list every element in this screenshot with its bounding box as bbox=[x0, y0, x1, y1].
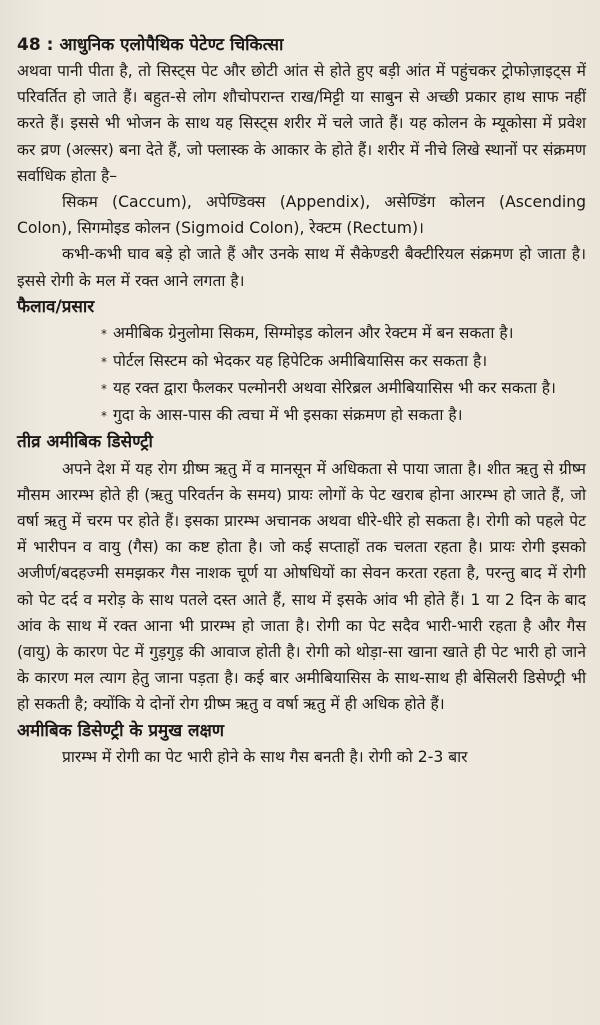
paragraph: अथवा पानी पीता है, तो सिस्ट्स पेट और छोटी आंत से होते हुए बड़ी आंत में पहुंचकर ट्रोफोज़ाइट्स में परिवर्तित हो जाते हैं। बहुत-से लोग शौचोपरान्त राख/मिट्टी या साबुन से अच्छी प्रकार हाथ साफ नहीं करते हैं। इससे भी भोजन के साथ यह सिस्ट्स शरीर में चले जाते हैं। यह कोलन के म्यूकोसा में प्रवेश कर व्रण (अल्सर) बना देते हैं, जो फ्लास्क के आकार के होते हैं। शरीर में नीचे लिखे स्थानों पर संक्रमण सर्वाधिक होता है– bbox=[17, 62, 586, 185]
bullet-item bbox=[17, 375, 586, 402]
bullet-text: पोर्टल सिस्टम को भेदकर यह हिपेटिक अमीबियासिस कर सकता है। bbox=[113, 351, 488, 370]
section-heading: तीव्र अमीबिक डिसेण्ट्री bbox=[17, 432, 153, 453]
page-number: 48 bbox=[17, 35, 41, 55]
header-separator: : bbox=[46, 35, 54, 55]
paragraph: कभी-कभी घाव बड़े हो जाते हैं और उनके साथ में सैकेण्डरी बैक्टीरियल संक्रमण हो जाता है। इससे रोगी के मल में रक्त आने लगता है। bbox=[17, 245, 586, 290]
section-heading: अमीबिक डिसेण्ट्री के प्रमुख लक्षण bbox=[17, 720, 225, 741]
paragraph: सिकम (Caccum), अपेण्डिक्स (Appendix), असेण्डिंग कोलन (Ascending Colon), सिगमोइड कोलन (Sigmoid Colon), रेक्टम (Rectum)। bbox=[17, 193, 586, 238]
bullet-text: गुदा के आस-पास की त्वचा में भी इसका संक्रमण हो सकता है। bbox=[113, 405, 463, 424]
running-title: आधुनिक एलोपैथिक पेटेण्ट चिकित्सा bbox=[59, 35, 284, 55]
bullet-star: * bbox=[101, 408, 107, 423]
bullet-item bbox=[17, 320, 586, 347]
bullet-star: * bbox=[101, 327, 107, 342]
bullet-item bbox=[17, 348, 586, 375]
bullet-text: यह रक्त द्वारा फैलकर पल्मोनरी अथवा सेरिब्रल अमीबियासिस भी कर सकता है। bbox=[113, 378, 556, 397]
bullet-text: अमीबिक ग्रेनुलोमा सिकम, सिग्मोइड कोलन और रेक्टम में बन सकता है। bbox=[113, 324, 514, 343]
bullet-star: * bbox=[101, 354, 107, 369]
bullet-star: * bbox=[101, 381, 107, 396]
section-heading: फैलाव/प्रसार bbox=[17, 296, 95, 317]
paragraph: अपने देश में यह रोग ग्रीष्म ऋतु में व मानसून में अधिकता से पाया जाता है। शीत ऋतु से ग्रीष्म मौसम आरम्भ होते ही (ऋतु परिवर्तन के समय) प्रायः लोगों के पेट खराब होना आरम्भ हो जाते हैं, जो वर्षा ऋतु में चरम पर होते हैं। इसका प्रारम्भ अचानक अथवा धीरे-धीरे हो सकता है। रोगी को पहले पेट में भारीपन व वायु (गैस) का कष्ट होता है। जो कई सप्ताहों तक चलता रहता है। प्रायः रोगी इसको अजीर्ण/बदहज्मी समझकर गैस नाशक चूर्ण या ओषधियों का सेवन करता रहता है, परन्तु बाद में रोगी को पेट दर्द व मरोड़ के साथ पतले दस्त आते हैं, साथ में इसके आंव भी होते हैं। 1 या 2 दिन के बाद आंव के साथ में रक्त आना भी प्रारम्भ हो जाता है। रोगी का पेट सदैव भारी-भारी रहता है और गैस (वायु) के कारण पेट में गुड़गुड़ की आवाज होती है। रोगी को थोड़ा-सा खाना खाते ही पेट भारी हो जाने के कारण मल त्याग हेतु जाना पड़ता है। कई बार अमीबियासिस के साथ-साथ ही बेसिलरी डिसेण्ट्री भी हो सकती है; क्योंकि ये दोनों रोग ग्रीष्म ऋतु व वर्षा ऋतु में ही अधिक होते हैं। bbox=[17, 459, 586, 714]
bullet-item bbox=[17, 402, 586, 429]
paragraph: प्रारम्भ में रोगी का पेट भारी होने के साथ गैस बनती है। रोगी को 2-3 बार bbox=[62, 748, 468, 767]
page-header bbox=[17, 32, 586, 58]
